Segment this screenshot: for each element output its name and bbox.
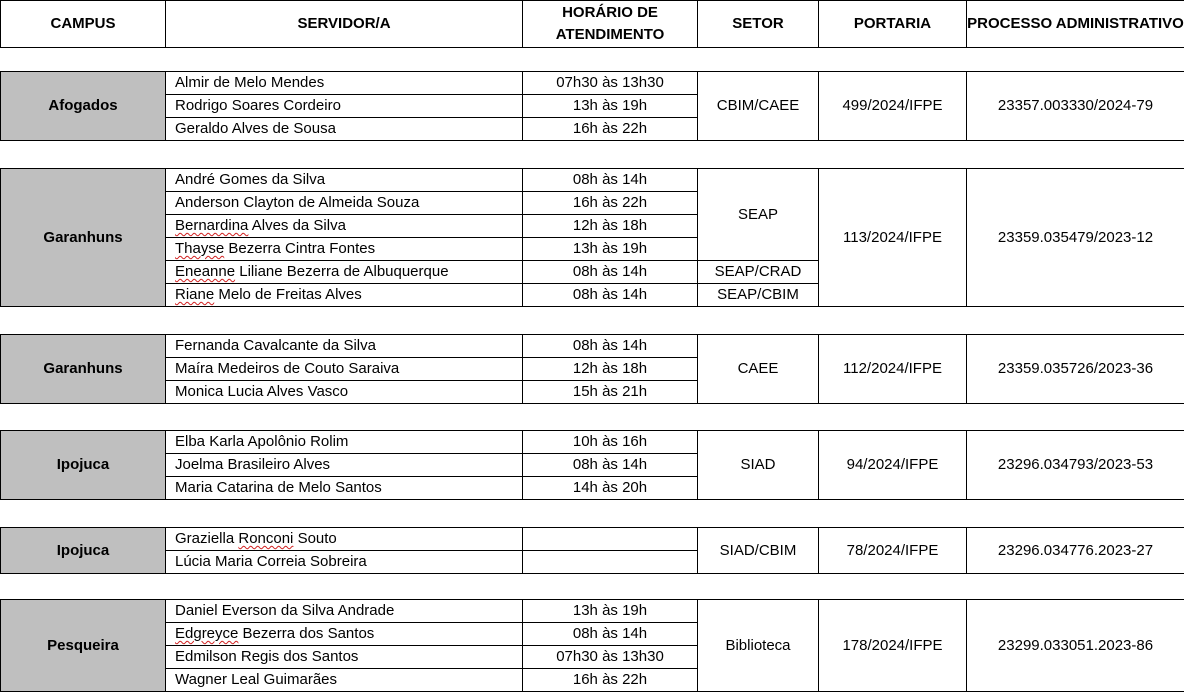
servidor-cell: Monica Lucia Alves Vasco	[166, 381, 523, 404]
processo-cell: 23296.034776.2023-27	[967, 528, 1184, 574]
spellcheck-word: Eneanne	[175, 263, 236, 280]
servidor-cell: Edmilson Regis dos Santos	[166, 646, 523, 669]
header-servidor: SERVIDOR/A	[166, 1, 523, 48]
horario-cell: 15h às 21h	[523, 381, 698, 404]
horario-cell: 16h às 22h	[523, 118, 698, 141]
processo-cell: 23359.035726/2023-36	[967, 335, 1184, 404]
servidor-cell: Maíra Medeiros de Couto Saraiva	[166, 358, 523, 381]
setor-cell: CAEE	[698, 335, 819, 404]
horario-cell: 08h às 14h	[523, 454, 698, 477]
campus-cell: Garanhuns	[1, 169, 166, 307]
campus-cell: Afogados	[1, 72, 166, 141]
table-row	[1, 600, 1184, 623]
table-row	[1, 335, 1184, 358]
horario-cell	[523, 528, 698, 551]
servidor-cell	[166, 215, 523, 238]
name-rest: Bezerra Cintra Fontes	[224, 240, 376, 257]
header-horario: HORÁRIO DE ATENDIMENTO	[523, 1, 698, 48]
name-rest: Alves da Silva	[248, 217, 346, 234]
name-rest: Souto	[293, 530, 337, 547]
servidor-cell: Fernanda Cavalcante da Silva	[166, 335, 523, 358]
table-row	[1, 72, 1184, 95]
horario-cell: 08h às 14h	[523, 623, 698, 646]
servidor-cell: Rodrigo Soares Cordeiro	[166, 95, 523, 118]
header-setor: SETOR	[698, 1, 819, 48]
horario-cell: 08h às 14h	[523, 335, 698, 358]
servidor-cell	[166, 238, 523, 261]
campus-group-garanhuns-seap	[0, 168, 1184, 307]
servidor-cell	[166, 623, 523, 646]
horario-cell: 08h às 14h	[523, 261, 698, 284]
processo-cell: 23359.035479/2023-12	[967, 169, 1184, 307]
header-processo: PROCESSO ADMINISTRATIVO	[967, 1, 1184, 48]
spellcheck-word: Riane	[175, 286, 215, 303]
servidor-cell: Daniel Everson da Silva Andrade	[166, 600, 523, 623]
servidor-cell	[166, 284, 523, 307]
horario-cell: 07h30 às 13h30	[523, 646, 698, 669]
name-rest: Melo de Freitas Alves	[214, 286, 362, 303]
campus-group-ipojuca-siad-cbim	[0, 527, 1184, 574]
portaria-cell: 178/2024/IFPE	[819, 600, 967, 692]
servidor-cell: Wagner Leal Guimarães	[166, 669, 523, 692]
horario-cell: 08h às 14h	[523, 284, 698, 307]
horario-cell: 13h às 19h	[523, 600, 698, 623]
servidor-cell: Almir de Melo Mendes	[166, 72, 523, 95]
setor-cell: CBIM/CAEE	[698, 72, 819, 141]
horario-cell: 13h às 19h	[523, 238, 698, 261]
campus-group-pesqueira	[0, 599, 1184, 692]
horario-cell: 10h às 16h	[523, 431, 698, 454]
campus-cell: Ipojuca	[1, 431, 166, 500]
campus-cell: Garanhuns	[1, 335, 166, 404]
header-campus: CAMPUS	[1, 1, 166, 48]
setor-cell: SEAP	[698, 169, 819, 261]
horario-cell: 16h às 22h	[523, 669, 698, 692]
horario-cell: 12h às 18h	[523, 358, 698, 381]
processo-cell: 23357.003330/2024-79	[967, 72, 1184, 141]
name-rest: Bezerra dos Santos	[238, 625, 375, 642]
processo-cell: 23296.034793/2023-53	[967, 431, 1184, 500]
campus-group-ipojuca-siad	[0, 430, 1184, 500]
horario-cell: 07h30 às 13h30	[523, 72, 698, 95]
table-row	[1, 169, 1184, 192]
horario-cell: 14h às 20h	[523, 477, 698, 500]
setor-cell: SIAD/CBIM	[698, 528, 819, 574]
servidor-cell: Anderson Clayton de Almeida Souza	[166, 192, 523, 215]
campus-cell: Pesqueira	[1, 600, 166, 692]
horario-cell: 13h às 19h	[523, 95, 698, 118]
table-row	[1, 431, 1184, 454]
horario-cell: 16h às 22h	[523, 192, 698, 215]
servidor-cell: André Gomes da Silva	[166, 169, 523, 192]
horario-cell	[523, 551, 698, 574]
spellcheck-word: Thayse	[175, 240, 225, 257]
spellcheck-word: Edgreyce	[175, 625, 239, 642]
servidor-cell	[166, 261, 523, 284]
portaria-cell: 94/2024/IFPE	[819, 431, 967, 500]
campus-cell: Ipojuca	[1, 528, 166, 574]
table-row	[1, 528, 1184, 551]
portaria-cell: 113/2024/IFPE	[819, 169, 967, 307]
horario-cell: 08h às 14h	[523, 169, 698, 192]
portaria-cell: 112/2024/IFPE	[819, 335, 967, 404]
servidor-cell	[166, 528, 523, 551]
servidor-cell: Joelma Brasileiro Alves	[166, 454, 523, 477]
servidor-cell: Geraldo Alves de Sousa	[166, 118, 523, 141]
processo-cell: 23299.033051.2023-86	[967, 600, 1184, 692]
name-first: Graziella	[175, 530, 239, 547]
setor-cell: SIAD	[698, 431, 819, 500]
setor-cell: SEAP/CBIM	[698, 284, 819, 307]
spellcheck-word: Ronconi	[238, 530, 294, 547]
servidor-cell: Elba Karla Apolônio Rolim	[166, 431, 523, 454]
servidor-cell: Lúcia Maria Correia Sobreira	[166, 551, 523, 574]
portaria-cell: 499/2024/IFPE	[819, 72, 967, 141]
spellcheck-word: Bernardina	[175, 217, 249, 234]
campus-group-garanhuns-caee	[0, 334, 1184, 404]
name-rest: Liliane Bezerra de Albuquerque	[235, 263, 449, 280]
portaria-cell: 78/2024/IFPE	[819, 528, 967, 574]
setor-cell: SEAP/CRAD	[698, 261, 819, 284]
setor-cell: Biblioteca	[698, 600, 819, 692]
header-portaria: PORTARIA	[819, 1, 967, 48]
campus-group-afogados	[0, 71, 1184, 141]
servidor-cell: Maria Catarina de Melo Santos	[166, 477, 523, 500]
horario-cell: 12h às 18h	[523, 215, 698, 238]
header-table	[0, 0, 1184, 48]
